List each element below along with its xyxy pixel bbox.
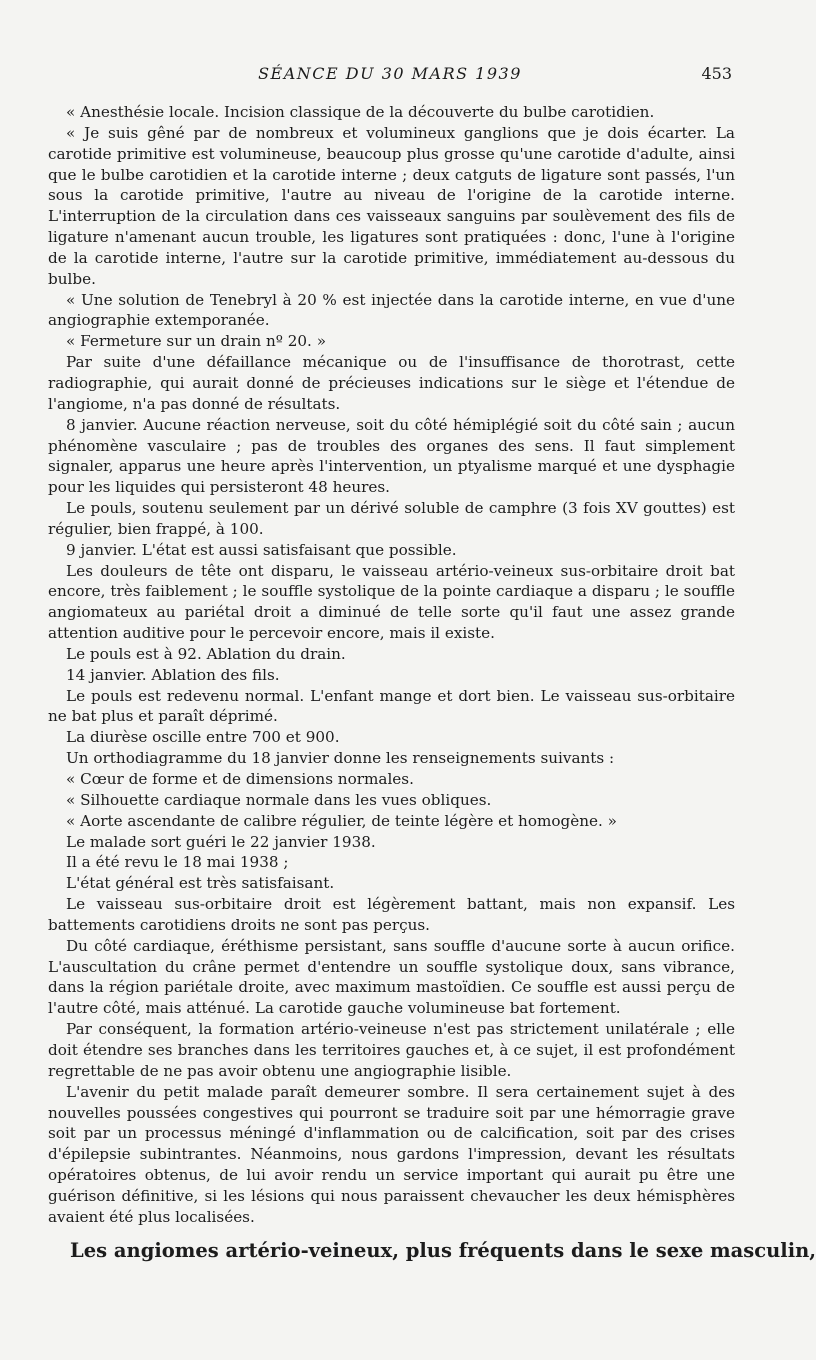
- paragraph: Il a été revu le 18 mai 1938 ;: [66, 853, 289, 872]
- paragraph: Par conséquent, la formation artério-veineuse n'est pas strictement unilatérale ; elle doit étendre ses branches dans les territoires gauches et, à ce sujet, il est profondément regrettable de ne pas avoir obtenu une angiographie lisible.: [48, 1020, 735, 1080]
- paragraph: « Une solution de Tenebryl à 20 % est injectée dans la carotide interne, en vue d'une angiographie extemporanée.: [48, 290, 735, 330]
- paragraph: 14 janvier. Ablation des fils.: [66, 665, 280, 684]
- paragraph: Le pouls est à 92. Ablation du drain.: [66, 644, 346, 663]
- paragraph: « Anesthésie locale. Incision classique de la découverte du bulbe carotidien.: [66, 103, 655, 121]
- paragraph: 9 janvier. L'état est aussi satisfaisant que possible.: [66, 540, 457, 559]
- paragraph: « Cœur de forme et de dimensions normales.: [66, 770, 414, 788]
- paragraph: Un orthodiagramme du 18 janvier donne les renseignements suivants :: [66, 749, 615, 768]
- paragraph: « Silhouette cardiaque normale dans les vues obliques.: [66, 790, 492, 809]
- paragraph: L'avenir du petit malade paraît demeurer sombre. Il sera certainement sujet à des nouvelles poussées congestives qui pourront se traduire soit par une hémorragie grave soit par un processus méningé d'inflammation ou de calcification, soit par des crises d'épilepsie subintrantes. Néanmoins, nous gardons l'impression, devant les résultats opératoires obtenus, de lui avoir rendu un service important qui aurait pu être une guérison définitive, si les lésions qui nous paraissent chevaucher les deux hémisphères avaient été plus localisées.: [48, 1082, 735, 1226]
- paragraph: L'état général est très satisfaisant.: [66, 874, 335, 893]
- paragraph: Le malade sort guéri le 22 janvier 1938.: [66, 832, 376, 851]
- paragraph: Le pouls, soutenu seulement par un dérivé soluble de camphre (3 fois XV gouttes) est régulier, bien frappé, à 100.: [48, 499, 735, 538]
- paragraph: Par suite d'une défaillance mécanique ou de l'insuffisance de thorotrast, cette radiographie, qui aurait donné de précieuses indications sur le siège et l'étendue de l'angiome, n'a pas donné de résultats.: [48, 353, 735, 413]
- paragraph: 8 janvier. Aucune réaction nerveuse, soit du côté hémiplégié soit du côté sain ; aucun phénomène vasculaire ; pas de troubles des organes des sens. Il faut simplement signaler, apparus une heure après l'intervention, un ptyalisme marqué et une dysphagie pour les liquides qui persisteront 48 heures.: [48, 415, 735, 497]
- paragraph: « Je suis gêné par de nombreux et volumineux ganglions que je dois écarter. La carotide primitive est volumineuse, beaucoup plus grosse qu'une carotide d'adulte, ainsi que le bulbe carotidien et la carotide interne ; deux catguts de ligature sont passés, l'un sous la carotide primitive, l'autre au niveau de l'origine de la carotide interne. L'interruption de la circulation dans ces vaisseaux sanguins par soulèvement des fils de ligature n'amenant aucun trouble, les ligatures sont pratiquées : donc, l'une à l'origine de la carotide interne, l'autre sur la carotide primitive, immédiatement au-dessous du bulbe.: [48, 123, 735, 288]
- page-number: 453: [701, 64, 732, 83]
- paragraph: Le pouls est redevenu normal. L'enfant mange et dort bien. Le vaisseau sus-orbitaire ne bat plus et paraît déprimé.: [48, 686, 735, 726]
- running-head-title: SÉANCE DU 30 MARS 1939: [258, 64, 522, 83]
- paragraph: Les douleurs de tête ont disparu, le vaisseau artério-veineux sus-orbitaire droit bat encore, très faiblement ; le souffle systolique de la pointe cardiaque a disparu ; le souffle angiomateux au pariétal droit a diminué de telle sorte qu'il faut une assez grande attention auditive pour le percevoir encore, mais il existe.: [48, 561, 735, 643]
- running-head: [48, 64, 732, 86]
- paragraph: La diurèse oscille entre 700 et 900.: [66, 728, 340, 747]
- paragraph: « Fermeture sur un drain nº 20. »: [66, 332, 327, 351]
- paragraph: « Aorte ascendante de calibre régulier, de teinte légère et homogène. »: [66, 811, 617, 830]
- paragraph: Du côté cardiaque, éréthisme persistant, sans souffle d'aucune sorte à aucun orifice. L'auscultation du crâne permet d'entendre un souffle systolique doux, sans vibrance, dans la région pariétale droite, avec maximum mastoïdien. Ce souffle est aussi perçu de l'autre côté, mais atténué. La carotide gauche volumineuse bat fortement.: [48, 936, 735, 1018]
- body-text: [48, 102, 735, 1228]
- closing-line: Les angiomes artério-veineux, plus fréquents dans le sexe masculin,: [70, 1239, 816, 1262]
- paragraph: Le vaisseau sus-orbitaire droit est légèrement battant, mais non expansif. Les battements carotidiens droits ne sont pas perçus.: [48, 895, 735, 934]
